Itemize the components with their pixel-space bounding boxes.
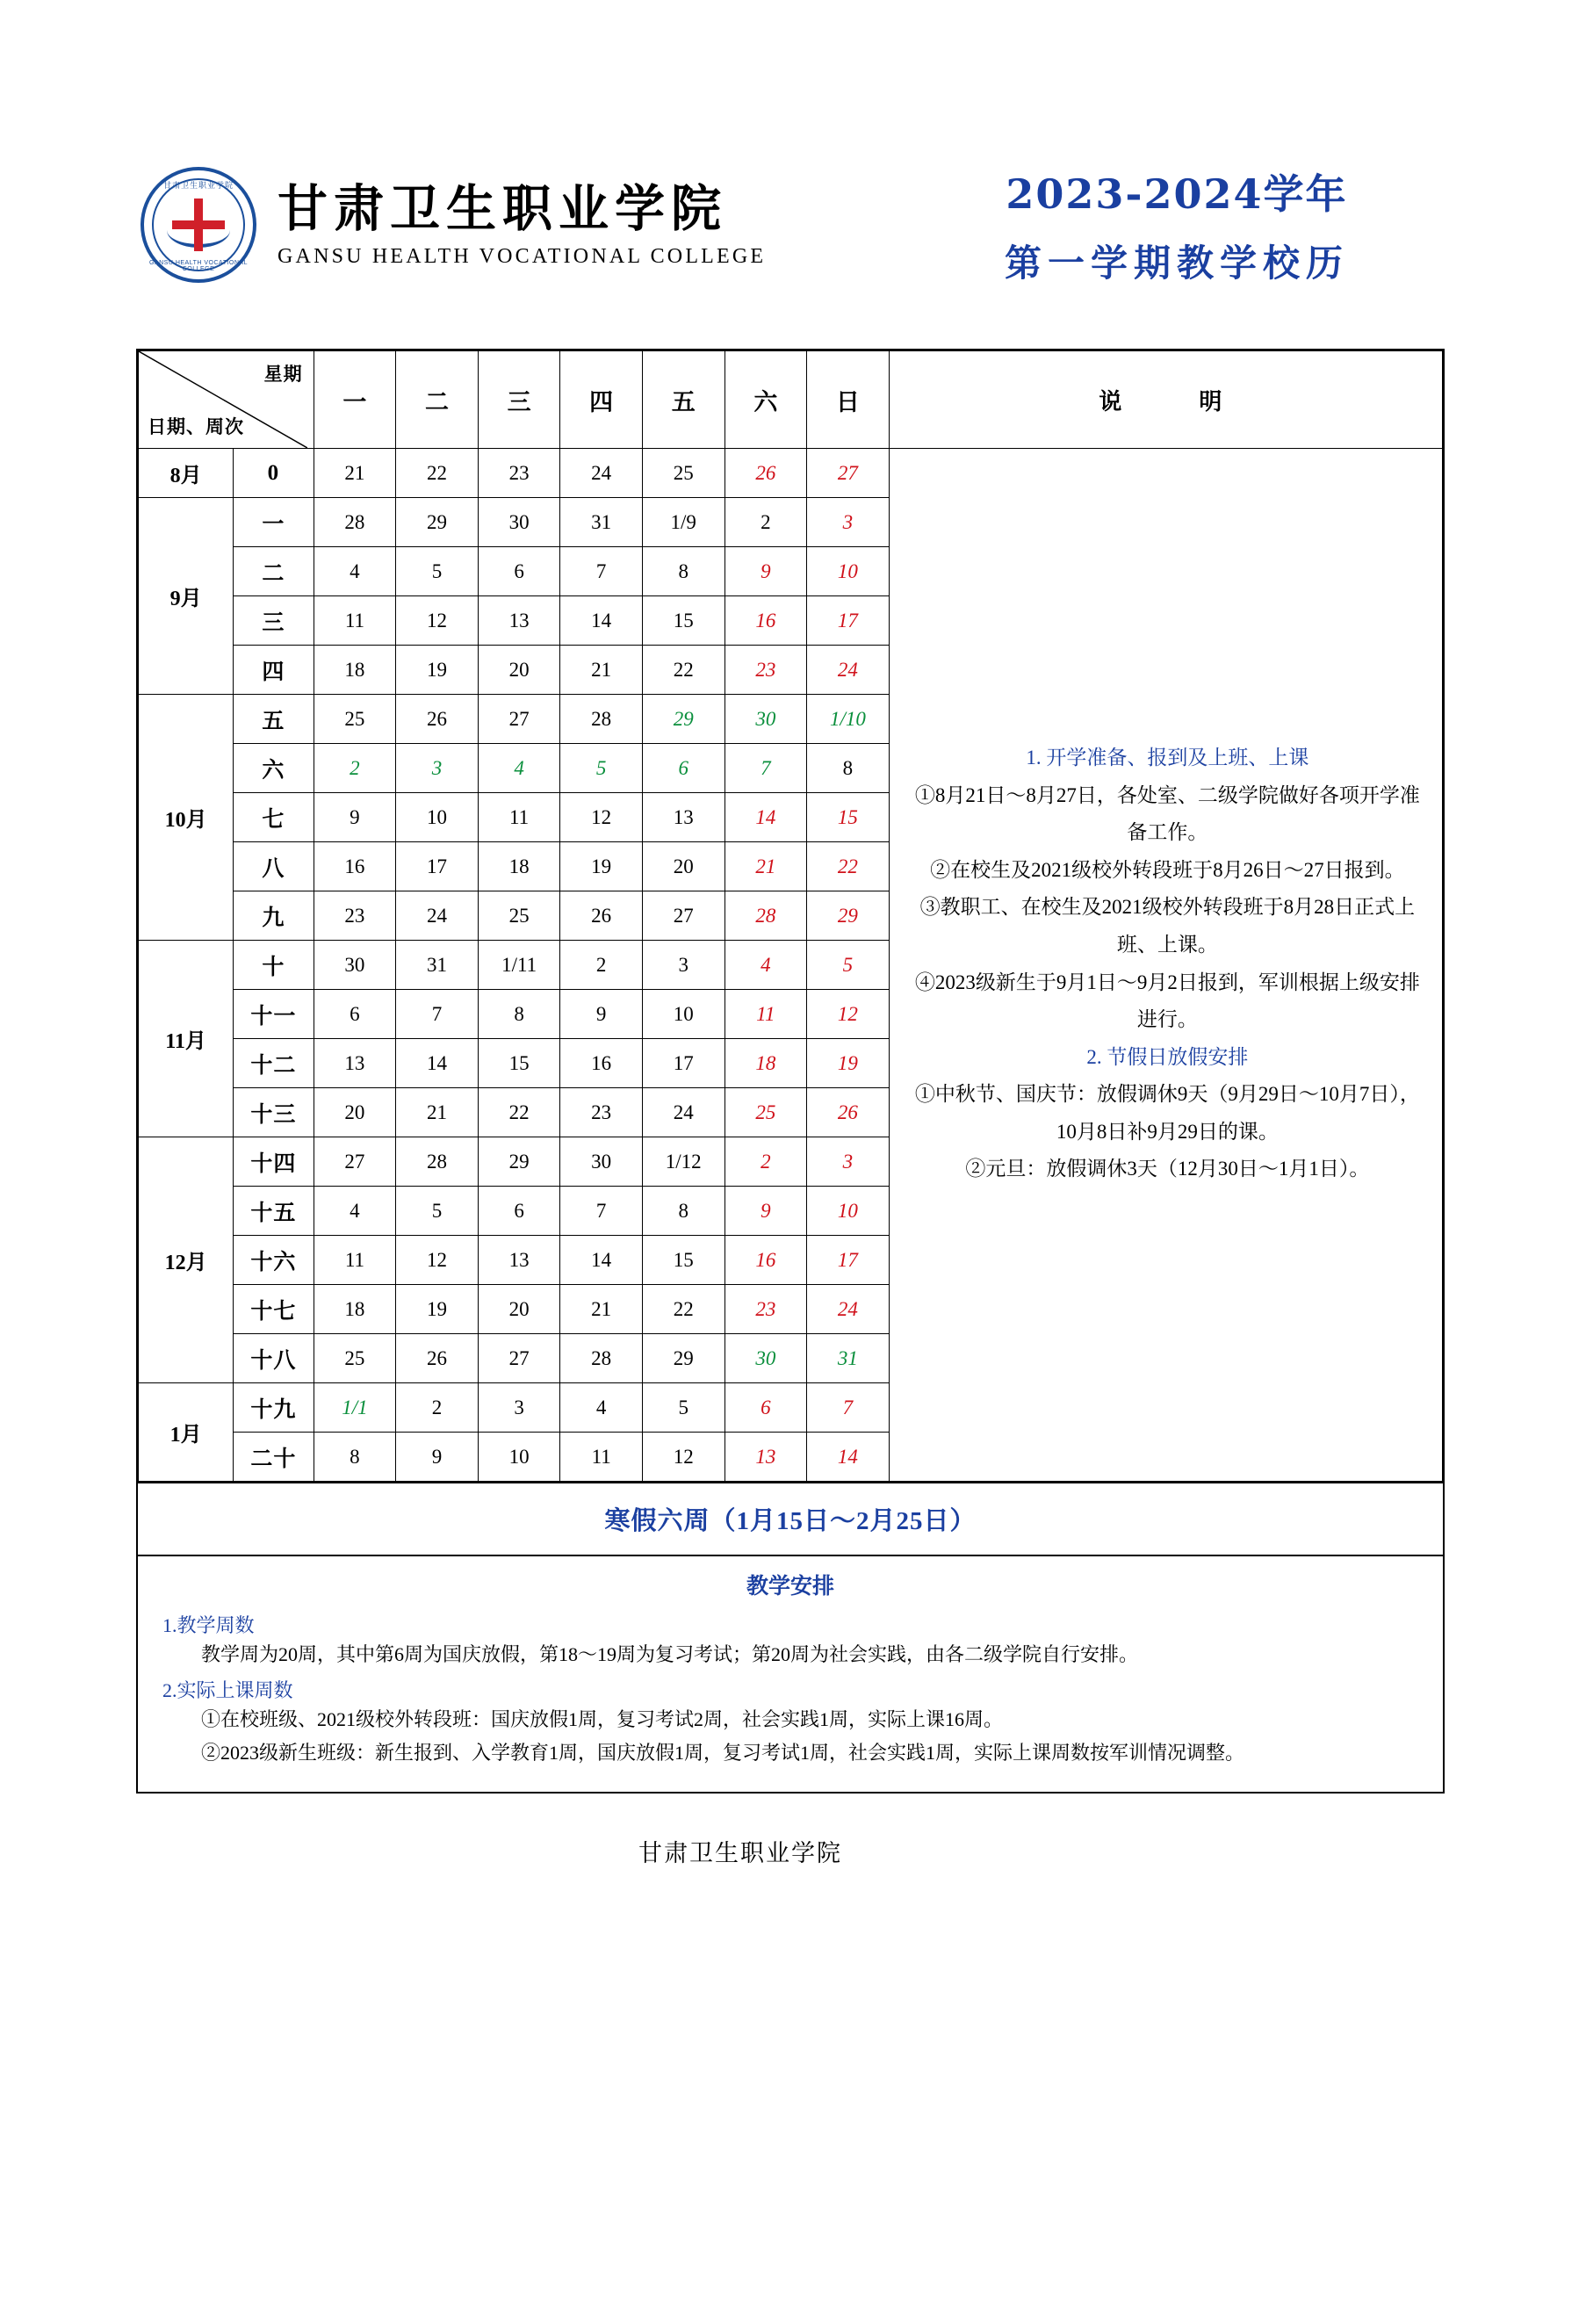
date-cell: 27 (314, 1137, 396, 1187)
date-cell: 15 (478, 1039, 560, 1088)
table-row (139, 449, 1443, 498)
date-cell: 20 (478, 1285, 560, 1334)
date-cell: 12 (396, 596, 479, 646)
school-name-cn: 甘肃卫生职业学院 (278, 178, 727, 238)
date-cell: 18 (478, 842, 560, 891)
date-cell: 18 (725, 1039, 807, 1088)
week-number-cell: 十三 (234, 1088, 314, 1137)
teaching-body3: ②2023级新生班级：新生报到、入学教育1周，国庆放假1周，复习考试1周，社会实践1周，实际上课周数按军训情况调整。 (201, 1741, 1245, 1764)
date-cell: 2 (560, 941, 643, 990)
school-crest-icon (141, 167, 256, 283)
date-cell: 22 (807, 842, 890, 891)
date-cell: 8 (807, 744, 890, 793)
date-cell: 18 (314, 1285, 396, 1334)
date-cell: 1/11 (478, 941, 560, 990)
date-cell: 14 (560, 1236, 643, 1285)
date-cell: 11 (725, 990, 807, 1039)
date-cell: 4 (560, 1383, 643, 1433)
week-number-cell: 十一 (234, 990, 314, 1039)
date-cell: 19 (807, 1039, 890, 1088)
week-number-cell: 0 (234, 449, 314, 498)
day-header-4: 四 (560, 351, 643, 449)
date-cell: 2 (314, 744, 396, 793)
date-cell: 3 (642, 941, 725, 990)
desc-section2-item-1: ①中秋节、国庆节：放假调休9天（9月29日～10月7日），10月8日补9月29日的课。 (914, 1083, 1420, 1143)
date-cell: 10 (807, 1187, 890, 1236)
month-cell: 9月 (139, 498, 234, 695)
date-cell: 2 (725, 498, 807, 547)
month-cell: 8月 (139, 449, 234, 498)
calendar-sheet (136, 349, 1445, 1794)
date-cell: 17 (642, 1039, 725, 1088)
date-cell: 30 (478, 498, 560, 547)
date-cell: 6 (725, 1383, 807, 1433)
date-cell: 21 (725, 842, 807, 891)
date-cell: 3 (478, 1383, 560, 1433)
date-cell: 19 (396, 646, 479, 695)
date-cell: 28 (725, 891, 807, 941)
table-header-row (139, 351, 1443, 449)
date-cell: 19 (396, 1285, 479, 1334)
date-cell: 5 (642, 1383, 725, 1433)
date-cell: 30 (725, 695, 807, 744)
date-cell: 12 (560, 793, 643, 842)
day-header-5: 五 (642, 351, 725, 449)
date-cell: 29 (478, 1137, 560, 1187)
date-cell: 8 (478, 990, 560, 1039)
school-name-en: GANSU HEALTH VOCATIONAL COLLEGE (278, 245, 767, 269)
date-cell: 26 (560, 891, 643, 941)
document-title (1005, 162, 1454, 287)
date-cell: 10 (478, 1433, 560, 1482)
date-cell: 8 (314, 1433, 396, 1482)
date-cell: 1/12 (642, 1137, 725, 1187)
date-cell: 16 (725, 1236, 807, 1285)
day-header-3: 三 (478, 351, 560, 449)
date-cell: 5 (807, 941, 890, 990)
date-cell: 20 (314, 1088, 396, 1137)
date-cell: 17 (807, 1236, 890, 1285)
date-cell: 16 (725, 596, 807, 646)
date-cell: 20 (642, 842, 725, 891)
date-cell: 27 (807, 449, 890, 498)
date-cell: 27 (478, 1334, 560, 1383)
date-cell: 10 (396, 793, 479, 842)
date-cell: 6 (642, 744, 725, 793)
date-cell: 11 (314, 1236, 396, 1285)
date-cell: 9 (314, 793, 396, 842)
date-cell: 16 (314, 842, 396, 891)
date-cell: 30 (314, 941, 396, 990)
week-number-cell: 二 (234, 547, 314, 596)
date-cell: 6 (478, 1187, 560, 1236)
date-cell: 30 (560, 1137, 643, 1187)
date-cell: 13 (478, 1236, 560, 1285)
date-cell: 14 (725, 793, 807, 842)
date-cell: 25 (478, 891, 560, 941)
date-cell: 22 (396, 449, 479, 498)
date-cell: 28 (314, 498, 396, 547)
date-cell: 5 (396, 547, 479, 596)
teaching-title: 教学安排 (746, 1575, 834, 1599)
page-header (0, 0, 1586, 287)
date-cell: 4 (314, 1187, 396, 1236)
date-cell: 24 (807, 1285, 890, 1334)
month-cell: 10月 (139, 695, 234, 941)
footer-signature: 甘肃卫生职业学院 (638, 1840, 842, 1867)
date-cell: 11 (478, 793, 560, 842)
date-cell: 3 (396, 744, 479, 793)
month-cell: 12月 (139, 1137, 234, 1383)
date-cell: 6 (478, 547, 560, 596)
date-cell: 3 (807, 498, 890, 547)
date-cell: 27 (478, 695, 560, 744)
date-cell: 15 (807, 793, 890, 842)
date-cell: 29 (396, 498, 479, 547)
title-academic-year: 2023-2024学年 (1006, 170, 1348, 218)
month-cell: 1月 (139, 1383, 234, 1482)
date-cell: 6 (314, 990, 396, 1039)
date-cell: 29 (642, 695, 725, 744)
week-number-cell: 十八 (234, 1334, 314, 1383)
date-cell: 13 (725, 1433, 807, 1482)
date-cell: 29 (642, 1334, 725, 1383)
date-cell: 7 (560, 547, 643, 596)
school-logo-block (141, 167, 766, 283)
teaching-sub2: 2.实际上课周数 (162, 1679, 293, 1702)
date-cell: 4 (725, 941, 807, 990)
date-cell: 7 (560, 1187, 643, 1236)
date-cell: 17 (807, 596, 890, 646)
date-cell: 25 (314, 1334, 396, 1383)
date-cell: 4 (314, 547, 396, 596)
date-cell: 28 (560, 695, 643, 744)
desc-section2-title: 2. 节假日放假安排 (1086, 1045, 1249, 1068)
date-cell: 31 (396, 941, 479, 990)
date-cell: 23 (725, 646, 807, 695)
date-cell: 7 (725, 744, 807, 793)
date-cell: 25 (314, 695, 396, 744)
teaching-arrangement-section (138, 1556, 1443, 1792)
week-number-cell: 十 (234, 941, 314, 990)
corner-week-label: 星期 (263, 364, 303, 385)
date-cell: 21 (560, 1285, 643, 1334)
date-cell: 13 (478, 596, 560, 646)
week-number-cell: 七 (234, 793, 314, 842)
date-cell: 12 (642, 1433, 725, 1482)
day-header-7: 日 (807, 351, 890, 449)
week-number-cell: 十九 (234, 1383, 314, 1433)
date-cell: 8 (642, 547, 725, 596)
date-cell: 20 (478, 646, 560, 695)
date-cell: 9 (725, 547, 807, 596)
date-cell: 15 (642, 1236, 725, 1285)
date-cell: 14 (807, 1433, 890, 1482)
date-cell: 17 (396, 842, 479, 891)
desc-section1-title: 1. 开学准备、报到及上班、上课 (1026, 747, 1309, 769)
date-cell: 23 (314, 891, 396, 941)
day-header-6: 六 (725, 351, 807, 449)
date-cell: 19 (560, 842, 643, 891)
date-cell: 23 (560, 1088, 643, 1137)
date-cell: 14 (396, 1039, 479, 1088)
week-number-cell: 十四 (234, 1137, 314, 1187)
date-cell: 21 (560, 646, 643, 695)
date-cell: 22 (478, 1088, 560, 1137)
date-cell: 11 (560, 1433, 643, 1482)
date-cell: 31 (807, 1334, 890, 1383)
week-number-cell: 二十 (234, 1433, 314, 1482)
date-cell: 1/9 (642, 498, 725, 547)
teaching-body2: ①在校班级、2021级校外转段班：国庆放假1周，复习考试2周，社会实践1周，实际上课16周。 (201, 1708, 1004, 1731)
date-cell: 4 (478, 744, 560, 793)
date-cell: 3 (807, 1137, 890, 1187)
date-cell: 22 (642, 646, 725, 695)
date-cell: 28 (396, 1137, 479, 1187)
week-number-cell: 四 (234, 646, 314, 695)
desc-section1-item-2: ②在校生及2021级校外转段班于8月26日～27日报到。 (930, 858, 1405, 881)
date-cell: 21 (396, 1088, 479, 1137)
week-number-cell: 十六 (234, 1236, 314, 1285)
date-cell: 18 (314, 646, 396, 695)
date-cell: 1/10 (807, 695, 890, 744)
winter-break-banner: 寒假六周（1月15日～2月25日） (138, 1482, 1443, 1556)
date-cell: 7 (807, 1383, 890, 1433)
week-number-cell: 十二 (234, 1039, 314, 1088)
date-cell: 1/1 (314, 1383, 396, 1433)
crest-top-text: 甘肃卫生职业学院 (162, 181, 234, 190)
date-cell: 10 (642, 990, 725, 1039)
date-cell: 12 (807, 990, 890, 1039)
desc-section1-item-3: ③教职工、在校生及2021级校外转段班于8月28日正式上班、上课。 (919, 896, 1416, 956)
week-number-cell: 六 (234, 744, 314, 793)
date-cell: 24 (642, 1088, 725, 1137)
date-cell: 24 (560, 449, 643, 498)
teaching-body1: 教学周为20周，其中第6周为国庆放假，第18～19周为复习考试；第20周为社会实践，由各二级学院自行安排。 (201, 1643, 1139, 1665)
school-names (278, 178, 767, 270)
date-cell: 9 (560, 990, 643, 1039)
week-number-cell: 九 (234, 891, 314, 941)
date-cell: 15 (642, 596, 725, 646)
desc-section1-item-1: ①8月21日～8月27日，各处室、二级学院做好各项开学准备工作。 (914, 783, 1420, 844)
date-cell: 9 (725, 1187, 807, 1236)
date-cell: 24 (807, 646, 890, 695)
week-number-cell: 一 (234, 498, 314, 547)
date-cell: 2 (396, 1383, 479, 1433)
week-number-cell: 八 (234, 842, 314, 891)
week-number-cell: 十七 (234, 1285, 314, 1334)
description-cell (889, 449, 1442, 1482)
date-cell: 10 (807, 547, 890, 596)
date-cell: 11 (314, 596, 396, 646)
corner-header-cell (139, 351, 314, 449)
date-cell: 13 (642, 793, 725, 842)
date-cell: 9 (396, 1433, 479, 1482)
date-cell: 12 (396, 1236, 479, 1285)
date-cell: 2 (725, 1137, 807, 1187)
date-cell: 16 (560, 1039, 643, 1088)
description-header: 说 明 (889, 351, 1442, 449)
date-cell: 26 (396, 1334, 479, 1383)
date-cell: 5 (560, 744, 643, 793)
crest-bottom-text: GANSU HEALTH VOCATIONAL COLLEGE (149, 260, 248, 272)
date-cell: 21 (314, 449, 396, 498)
corner-date-label: 日期、周次 (148, 416, 244, 437)
week-number-cell: 十五 (234, 1187, 314, 1236)
day-header-1: 一 (314, 351, 396, 449)
desc-section2-item-2: ②元旦：放假调休3天（12月30日～1月1日）。 (965, 1158, 1370, 1180)
date-cell: 13 (314, 1039, 396, 1088)
date-cell: 8 (642, 1187, 725, 1236)
date-cell: 5 (396, 1187, 479, 1236)
month-cell: 11月 (139, 941, 234, 1137)
date-cell: 22 (642, 1285, 725, 1334)
date-cell: 31 (560, 498, 643, 547)
date-cell: 26 (725, 449, 807, 498)
calendar-table (138, 350, 1443, 1482)
date-cell: 26 (807, 1088, 890, 1137)
date-cell: 30 (725, 1334, 807, 1383)
week-number-cell: 五 (234, 695, 314, 744)
date-cell: 29 (807, 891, 890, 941)
date-cell: 25 (725, 1088, 807, 1137)
date-cell: 26 (396, 695, 479, 744)
date-cell: 27 (642, 891, 725, 941)
date-cell: 7 (396, 990, 479, 1039)
date-cell: 25 (642, 449, 725, 498)
week-number-cell: 三 (234, 596, 314, 646)
date-cell: 28 (560, 1334, 643, 1383)
desc-section1-item-4: ④2023级新生于9月1日～9月2日报到，军训根据上级安排进行。 (914, 971, 1420, 1031)
teaching-sub1: 1.教学周数 (162, 1614, 255, 1636)
date-cell: 23 (478, 449, 560, 498)
title-semester: 第一学期教学校历 (1004, 242, 1349, 285)
date-cell: 24 (396, 891, 479, 941)
date-cell: 23 (725, 1285, 807, 1334)
day-header-2: 二 (396, 351, 479, 449)
date-cell: 14 (560, 596, 643, 646)
